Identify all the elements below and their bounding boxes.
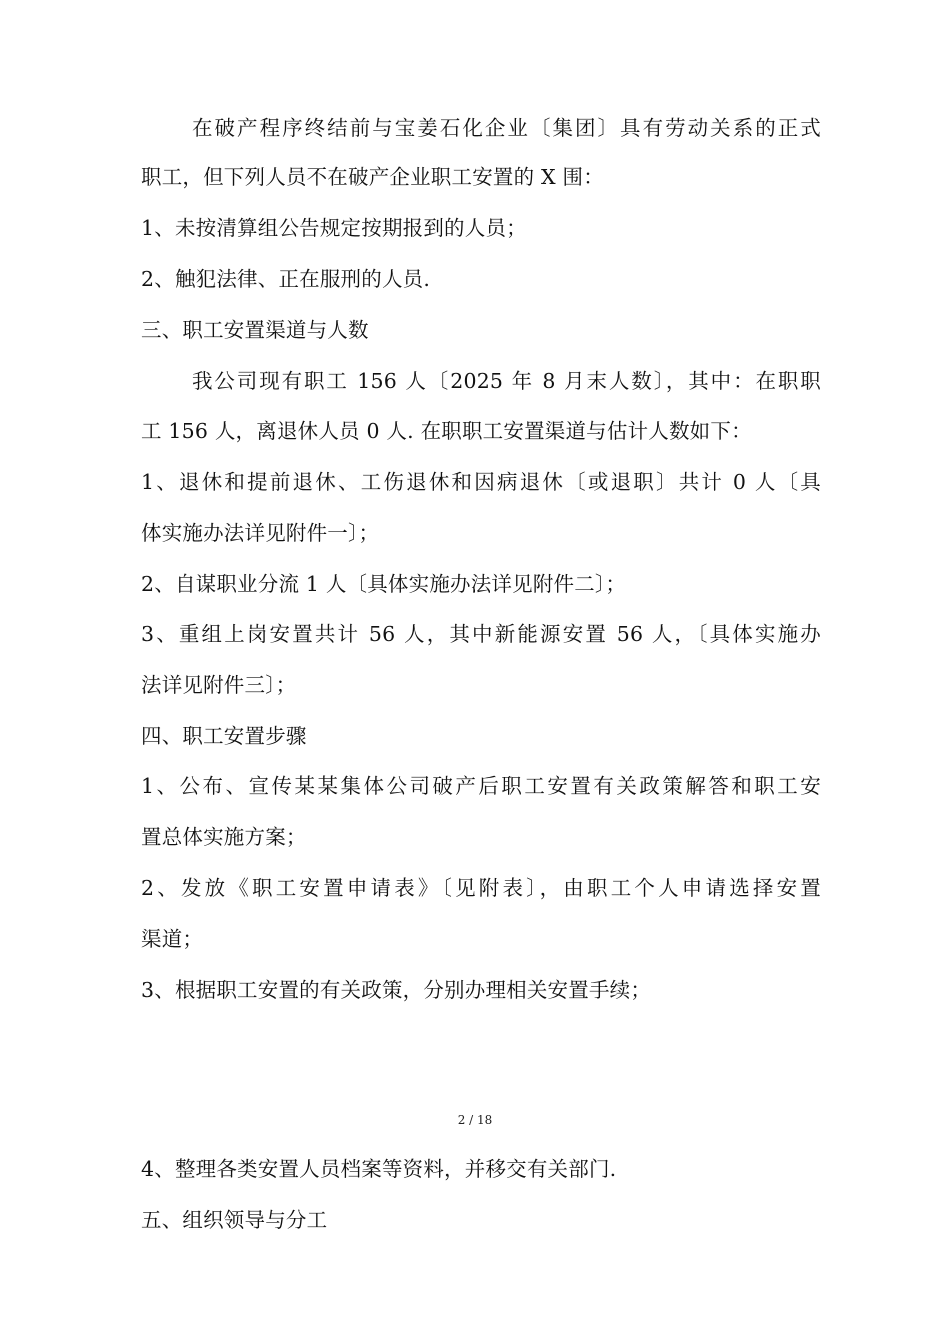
paragraph-line: 我公司现有职工 156 人〔2025 年 8 月末人数〕，其中：在职职 bbox=[192, 369, 821, 393]
list-item: 1、未按清算组公告规定按期报到的人员； bbox=[141, 216, 527, 240]
list-item: 1、公布、宣传某某集体公司破产后职工安置有关政策解答和职工安 bbox=[141, 774, 821, 798]
list-item: 1、退休和提前退休、工伤退休和因病退休〔或退职〕共计 0 人〔具 bbox=[141, 470, 821, 494]
paragraph-line: 工 156 人，离退休人员 0 人. 在职职工安置渠道与估计人数如下： bbox=[141, 419, 752, 443]
page-number: 2 / 18 bbox=[457, 1113, 493, 1127]
list-item-continuation: 置总体实施方案； bbox=[141, 825, 307, 849]
list-item: 4、整理各类安置人员档案等资料，并移交有关部门. bbox=[141, 1157, 617, 1181]
list-item: 3、重组上岗安置共计 56 人，其中新能源安置 56 人，〔具体实施办 bbox=[141, 622, 821, 646]
list-item: 2、触犯法律、正在服刑的人员. bbox=[141, 267, 431, 291]
list-item-continuation: 渠道； bbox=[141, 927, 204, 951]
list-item: 2、发放《职工安置申请表》〔见附表〕，由职工个人申请选择安置 bbox=[141, 876, 821, 900]
list-item: 2、自谋职业分流 1 人〔具体实施办法详见附件二〕； bbox=[141, 572, 627, 596]
section-heading: 五、组织领导与分工 bbox=[141, 1208, 328, 1232]
list-item-continuation: 法详见附件三〕； bbox=[141, 673, 297, 697]
section-heading: 三、职工安置渠道与人数 bbox=[141, 318, 369, 342]
paragraph-line: 在破产程序终结前与宝姜石化企业〔集团〕具有劳动关系的正式 bbox=[192, 116, 821, 140]
paragraph-line: 职工，但下列人员不在破产企业职工安置的 X 围： bbox=[141, 165, 604, 189]
list-item: 3、根据职工安置的有关政策，分别办理相关安置手续； bbox=[141, 978, 652, 1002]
list-item-continuation: 体实施办法详见附件一〕； bbox=[141, 521, 380, 545]
section-heading: 四、职工安置步骤 bbox=[141, 724, 307, 748]
